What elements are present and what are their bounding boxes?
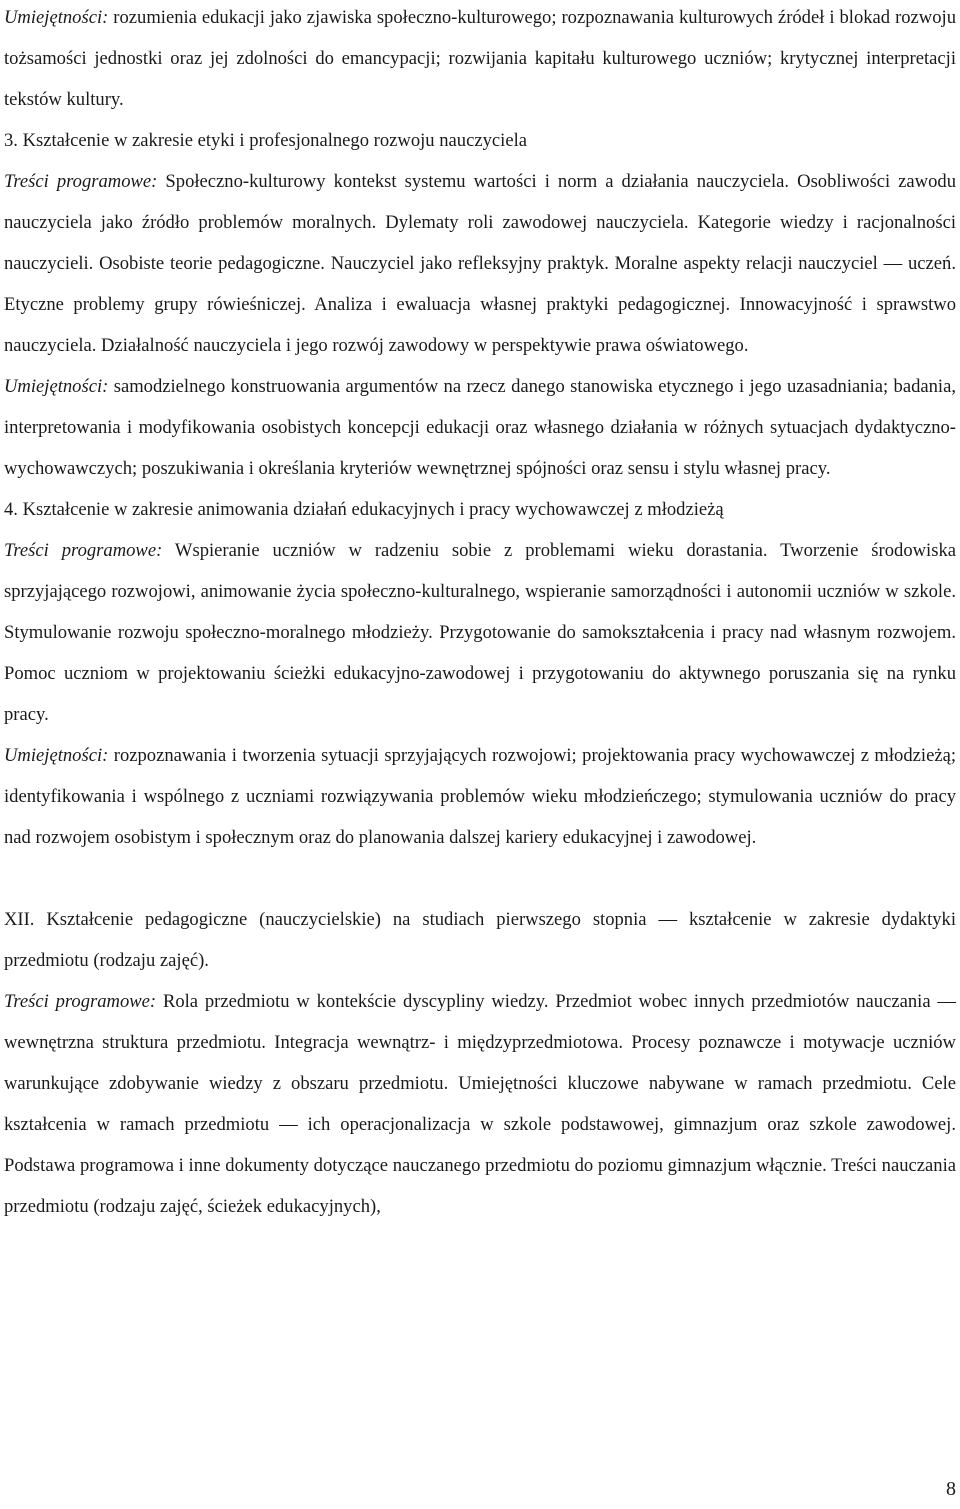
section-heading: 3. Kształcenie w zakresie etyki i profesjonalnego rozwoju nauczyciela: [4, 130, 527, 151]
body-paragraph: [4, 981, 956, 1227]
paragraph-text: rozumienia edukacji jako zjawiska społeczno-kulturowego; rozpoznawania kulturowych źródeł i blokad rozwoju tożsamości jednostki oraz jej zdolności do emancypacji; rozwijania kapitału kulturowego uczniów; krytycznej interpretacji tekstów kultury.: [4, 7, 956, 110]
paragraph-label: Treści programowe:: [4, 991, 157, 1012]
paragraph-text: Rola przedmiotu w kontekście dyscypliny wiedzy. Przedmiot wobec innych przedmiotów nauczania — wewnętrzna struktura przedmiotu. Integracja wewnątrz- i międzyprzedmiotowa. Procesy poznawcze i motywacje uczniów warunkujące zdobywanie wiedzy z obszaru przedmiotu. Umiejętności kluczowe nabywane w ramach przedmiotu. Cele kształcenia w ramach przedmiotu — ich operacjonalizacja w szkole podstawowej, gimnazjum oraz szkole zawodowej. Podstawa programowa i inne dokumenty dotyczące nauczanego przedmiotu do poziomu gimnazjum włącznie. Treści nauczania przedmiotu (rodzaju zajęć, ścieżek edukacyjnych),: [4, 991, 956, 1217]
paragraph-label: Umiejętności:: [4, 745, 109, 766]
page-number: 8: [946, 1478, 956, 1500]
paragraph-text: Społeczno-kulturowy kontekst systemu wartości i norm a działania nauczyciela. Osobliwości zawodu nauczyciela jako źródło problemów moralnych. Dylematy roli zawodowej nauczyciela. Kategorie wiedzy i racjonalności nauczycieli. Osobiste teorie pedagogiczne. Nauczyciel jako refleksyjny praktyk. Moralne aspekty relacji nauczyciel — uczeń. Etyczne problemy grupy rówieśniczej. Analiza i ewaluacja własnej praktyki pedagogicznej. Innowacyjność i sprawstwo nauczyciela. Działalność nauczyciela i jego rozwój zawodowy w perspektywie prawa oświatowego.: [4, 171, 956, 356]
body-paragraph: [4, 161, 956, 366]
paragraph-text: samodzielnego konstruowania argumentów na rzecz danego stanowiska etycznego i jego uzasadniania; badania, interpretowania i modyfikowania osobistych koncepcji edukacji oraz własnego działania w różnych sytuacjach dydaktyczno-wychowawczych; poszukiwania i określania kryteriów wewnętrznej spójności oraz sensu i stylu własnej pracy.: [4, 376, 956, 479]
section-spacer: [4, 858, 956, 899]
document-page: [4, 0, 956, 1227]
paragraph-text: Wspieranie uczniów w radzeniu sobie z problemami wieku dorastania. Tworzenie środowiska sprzyjającego rozwojowi, animowanie życia społeczno-kulturalnego, wspieranie samorządności i autonomii uczniów w szkole. Stymulowanie rozwoju społeczno-moralnego młodzieży. Przygotowanie do samokształcenia i pracy nad własnym rozwojem. Pomoc uczniom w projektowaniu ścieżki edukacyjno-zawodowej i przygotowaniu do aktywnego poruszania się na rynku pracy.: [4, 540, 956, 725]
body-paragraph: [4, 735, 956, 858]
paragraph-label: Treści programowe:: [4, 540, 163, 561]
body-paragraph: [4, 366, 956, 489]
section-heading: XII. Kształcenie pedagogiczne (nauczycielskie) na studiach pierwszego stopnia — kształcenie w zakresie dydaktyki przedmiotu (rodzaju zajęć).: [4, 909, 956, 971]
paragraph-text: rozpoznawania i tworzenia sytuacji sprzyjających rozwojowi; projektowania pracy wychowawczej z młodzieżą; identyfikowania i wspólnego z uczniami rozwiązywania problemów wieku młodzieńczego; stymulowania uczniów do pracy nad rozwojem osobistym i społecznym oraz do planowania dalszej kariery edukacyjnej i zawodowej.: [4, 745, 956, 848]
body-paragraph: [4, 530, 956, 735]
body-paragraph: [4, 0, 956, 120]
paragraph-label: Umiejętności:: [4, 376, 109, 397]
paragraph-label: Umiejętności:: [4, 7, 109, 28]
section-heading: 4. Kształcenie w zakresie animowania działań edukacyjnych i pracy wychowawczej z młodzieżą: [4, 499, 724, 520]
paragraph-label: Treści programowe:: [4, 171, 158, 192]
